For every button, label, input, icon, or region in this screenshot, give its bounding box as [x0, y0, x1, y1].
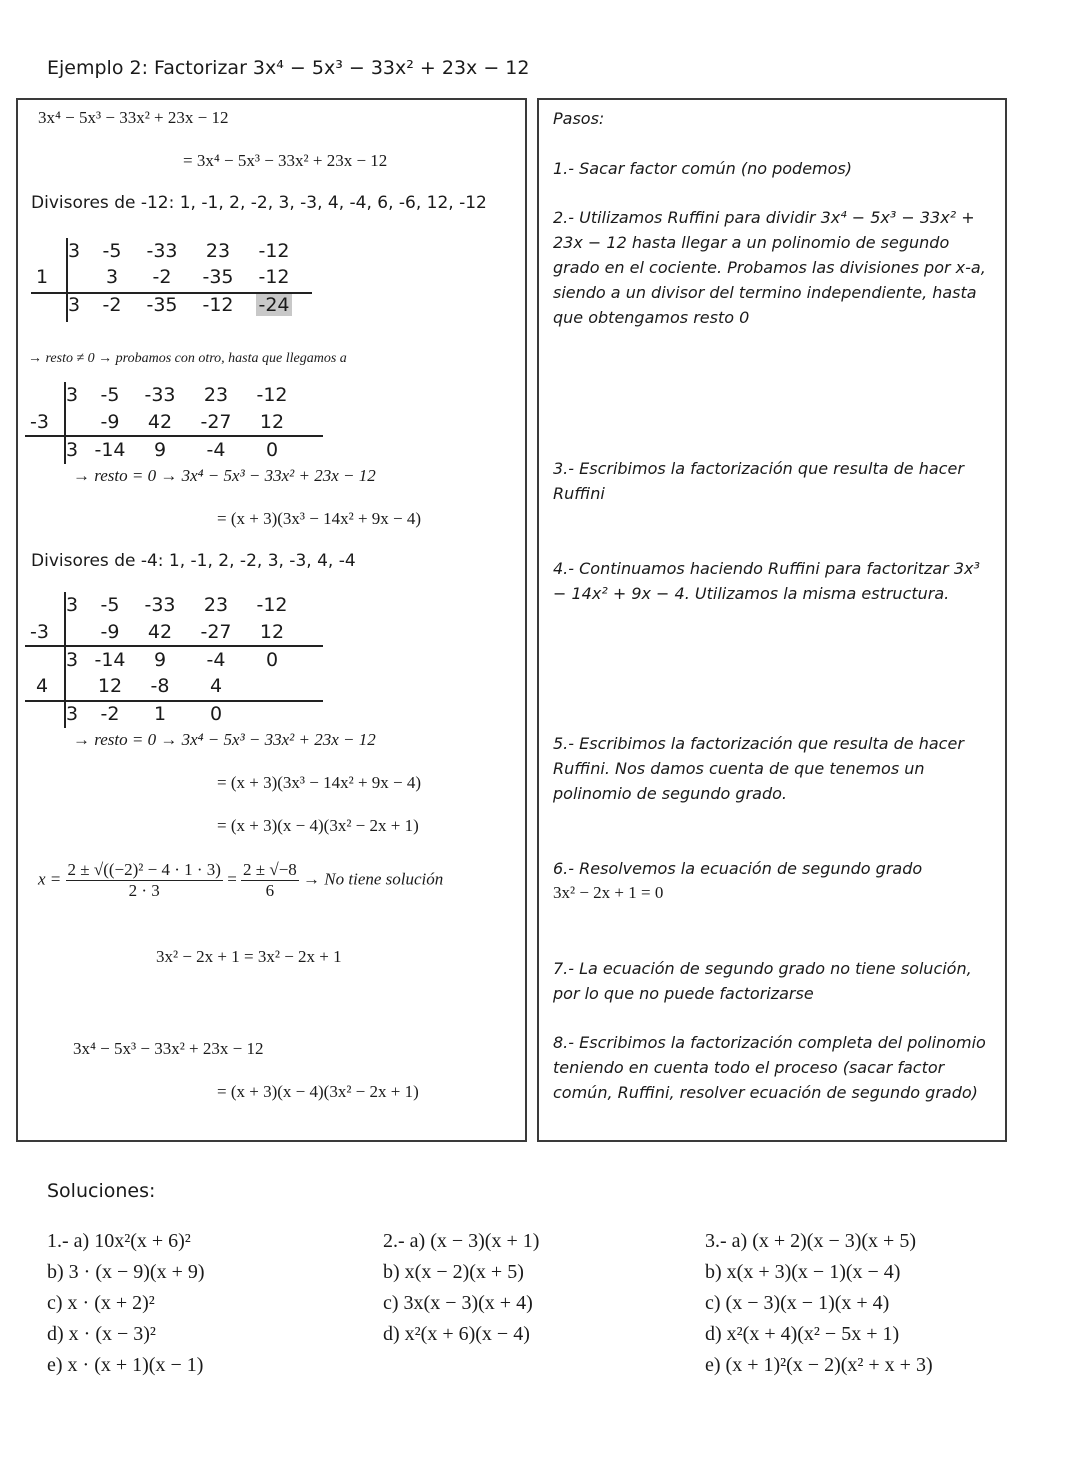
quad-fraction-1 [66, 860, 223, 901]
ruffini-divisor: 4 [36, 675, 49, 697]
quad-line: 3x² − 2x + 1 = 3x² − 2x + 1 [156, 947, 342, 966]
solution-item: e) x · (x + 1)(x − 1) [47, 1354, 204, 1376]
quad-num-2: 2 ± √−8 [243, 860, 297, 879]
ruffini-cell: -14 [94, 649, 126, 671]
solution-item: b) 3 · (x − 9)(x + 9) [47, 1261, 205, 1283]
ruffini-cell: -14 [94, 439, 126, 461]
final-factorization: = (x + 3)(x − 4)(3x² − 2x + 1) [217, 1082, 419, 1101]
ruffini-cell: -8 [150, 675, 170, 697]
step-7: 7.- La ecuación de segundo grado no tiene solución, por lo que no puede factorizarse [553, 959, 972, 1003]
ruffini-cell: 23 [203, 384, 229, 406]
ruffini-cell: 3 [65, 384, 79, 406]
quad-lhs: x = [38, 869, 62, 889]
ruffini-cell: 12 [259, 411, 285, 433]
ruffini-cell: 0 [265, 439, 279, 461]
ruffini-cell: -5 [102, 240, 122, 262]
resto-line-1 [73, 466, 376, 486]
solution-item: d) x · (x − 3)² [47, 1323, 156, 1345]
solution-item: 2.- a) (x − 3)(x + 1) [383, 1230, 540, 1252]
ruffini-cell: 3 [65, 703, 79, 725]
pasos-heading: Pasos: [553, 109, 605, 128]
ruffini-cell: 3 [65, 439, 79, 461]
ruffini-cell: 0 [265, 649, 279, 671]
ruffini-cell: -4 [206, 439, 226, 461]
ruffini-cell: -33 [144, 384, 176, 406]
ruffini-cell: -33 [144, 594, 176, 616]
quad-fraction-2 [241, 860, 299, 901]
divisors-12: Divisores de -12: 1, -1, 2, -2, 3, -3, 4, -4, 6, -6, 12, -12 [31, 193, 487, 213]
ruffini-cell: -9 [100, 411, 120, 433]
step-4: 4.- Continuamos haciendo Ruffini para factoritzar 3x³ − 14x² + 9x − 4. Utilizamos la misma estructura. [553, 559, 980, 603]
ruffini-cell: 0 [209, 703, 223, 725]
step-5: 5.- Escribimos la factorización que resulta de hacer Ruffini. Nos damos cuenta de que tenemos un polinomio de segundo grado. [553, 734, 964, 803]
ruffini-cell: 3 [67, 240, 81, 262]
resto-line-2-text: → resto = 0 → 3x⁴ − 5x³ − 33x² + 23x − 12 [73, 730, 376, 749]
solution-item: 3.- a) (x + 2)(x − 3)(x + 5) [705, 1230, 916, 1252]
ruffini-cell: -2 [152, 266, 172, 288]
ruffini-cell: 3 [65, 594, 79, 616]
solution-item: d) x²(x + 6)(x − 4) [383, 1323, 530, 1345]
ruffini-cell: -24 [258, 294, 290, 316]
quad-den-1: 2 · 3 [128, 881, 160, 900]
ruffini-cell: 3 [67, 294, 81, 316]
ruffini-divisor: -3 [30, 411, 49, 433]
poly-line: 3x⁴ − 5x³ − 33x² + 23x − 12 [38, 108, 229, 127]
resto-note-1: → resto ≠ 0 → probamos con otro, hasta que llegamos a [28, 351, 347, 366]
solution-item: b) x(x + 3)(x − 1)(x − 4) [705, 1261, 901, 1283]
resto-line-2 [73, 730, 376, 750]
ruffini-cell: -27 [200, 621, 232, 643]
page-title: Ejemplo 2: Factorizar 3x⁴ − 5x³ − 33x² + 23x − 12 [47, 57, 530, 79]
ruffini-cell: -12 [202, 294, 234, 316]
ruffini-cell: -12 [258, 240, 290, 262]
solution-item: c) 3x(x − 3)(x + 4) [383, 1292, 533, 1314]
ruffini-cell: -12 [258, 266, 290, 288]
solutions-title: Soluciones: [47, 1180, 156, 1202]
quadratic-formula [38, 860, 443, 901]
fact-line-2: = (x + 3)(3x³ − 14x² + 9x − 4) [217, 773, 422, 792]
solution-item: c) x · (x + 2)² [47, 1292, 155, 1314]
step-3: 3.- Escribimos la factorización que resulta de hacer Ruffini [553, 459, 964, 503]
step-1: 1.- Sacar factor común (no podemos) [553, 159, 853, 178]
final-poly: 3x⁴ − 5x³ − 33x² + 23x − 12 [73, 1039, 264, 1058]
solution-item: e) (x + 1)²(x − 2)(x² + x + 3) [705, 1354, 933, 1376]
eq-line: = 3x⁴ − 5x³ − 33x² + 23x − 12 [183, 151, 388, 170]
ruffini-cell: -5 [100, 384, 120, 406]
step-6: 6.- Resolvemos la ecuación de segundo grado [553, 859, 923, 878]
ruffini-cell: 9 [153, 649, 167, 671]
ruffini-cell: -5 [100, 594, 120, 616]
ruffini-cell: 3 [65, 649, 79, 671]
ruffini-cell: 23 [205, 240, 231, 262]
ruffini-cell: 23 [203, 594, 229, 616]
ruffini-cell: -35 [202, 266, 234, 288]
ruffini-cell: -27 [200, 411, 232, 433]
fact-line-1: = (x + 3)(3x³ − 14x² + 9x − 4) [217, 509, 422, 528]
ruffini-cell: 12 [259, 621, 285, 643]
ruffini-divisor: 1 [36, 266, 49, 288]
ruffini-cell: -12 [256, 384, 288, 406]
fact-line-3: = (x + 3)(x − 4)(3x² − 2x + 1) [217, 816, 419, 835]
quad-num-1: 2 ± √((−2)² − 4 · 1 · 3) [67, 860, 221, 879]
quad-eq: = [227, 869, 237, 889]
step-8: 8.- Escribimos la factorización completa del polinomio teniendo en cuenta todo el proceso (sacar factor común, Ruffini, resolver ecuación de segundo grado) [553, 1033, 986, 1102]
ruffini-cell: -4 [206, 649, 226, 671]
ruffini-cell: -2 [100, 703, 120, 725]
ruffini-cell: -33 [146, 240, 178, 262]
ruffini-cell: 4 [209, 675, 223, 697]
quad-den-2: 6 [265, 881, 275, 900]
quad-result: → No tiene solución [303, 869, 444, 889]
divisors-4: Divisores de -4: 1, -1, 2, -2, 3, -3, 4, -4 [31, 551, 356, 571]
ruffini-cell: 42 [147, 411, 173, 433]
solution-item: b) x(x − 2)(x + 5) [383, 1261, 524, 1283]
ruffini-cell: 9 [153, 439, 167, 461]
ruffini-cell: -2 [102, 294, 122, 316]
solution-item: c) (x − 3)(x − 1)(x + 4) [705, 1292, 890, 1314]
solution-item: d) x²(x + 4)(x² − 5x + 1) [705, 1323, 900, 1345]
resto-line-1-text: → resto = 0 → 3x⁴ − 5x³ − 33x² + 23x − 12 [73, 466, 376, 485]
step-6-equation: 3x² − 2x + 1 = 0 [553, 883, 664, 902]
ruffini-cell: -35 [146, 294, 178, 316]
ruffini-divisor: -3 [30, 621, 49, 643]
ruffini-cell: 42 [147, 621, 173, 643]
ruffini-cell: 12 [97, 675, 123, 697]
ruffini-cell: 1 [153, 703, 167, 725]
ruffini-cell: -9 [100, 621, 120, 643]
ruffini-cell: 3 [105, 266, 119, 288]
step-2: 2.- Utilizamos Ruffini para dividir 3x⁴ − 5x³ − 33x² + 23x − 12 hasta llegar a un polinomio de segundo grado en el cociente. Probamos las divisiones por x-a, siendo a un divisor del termino independiente, hasta que obtengamos resto 0 [553, 208, 986, 327]
ruffini-cell: -12 [256, 594, 288, 616]
solution-item: 1.- a) 10x²(x + 6)² [47, 1230, 191, 1252]
